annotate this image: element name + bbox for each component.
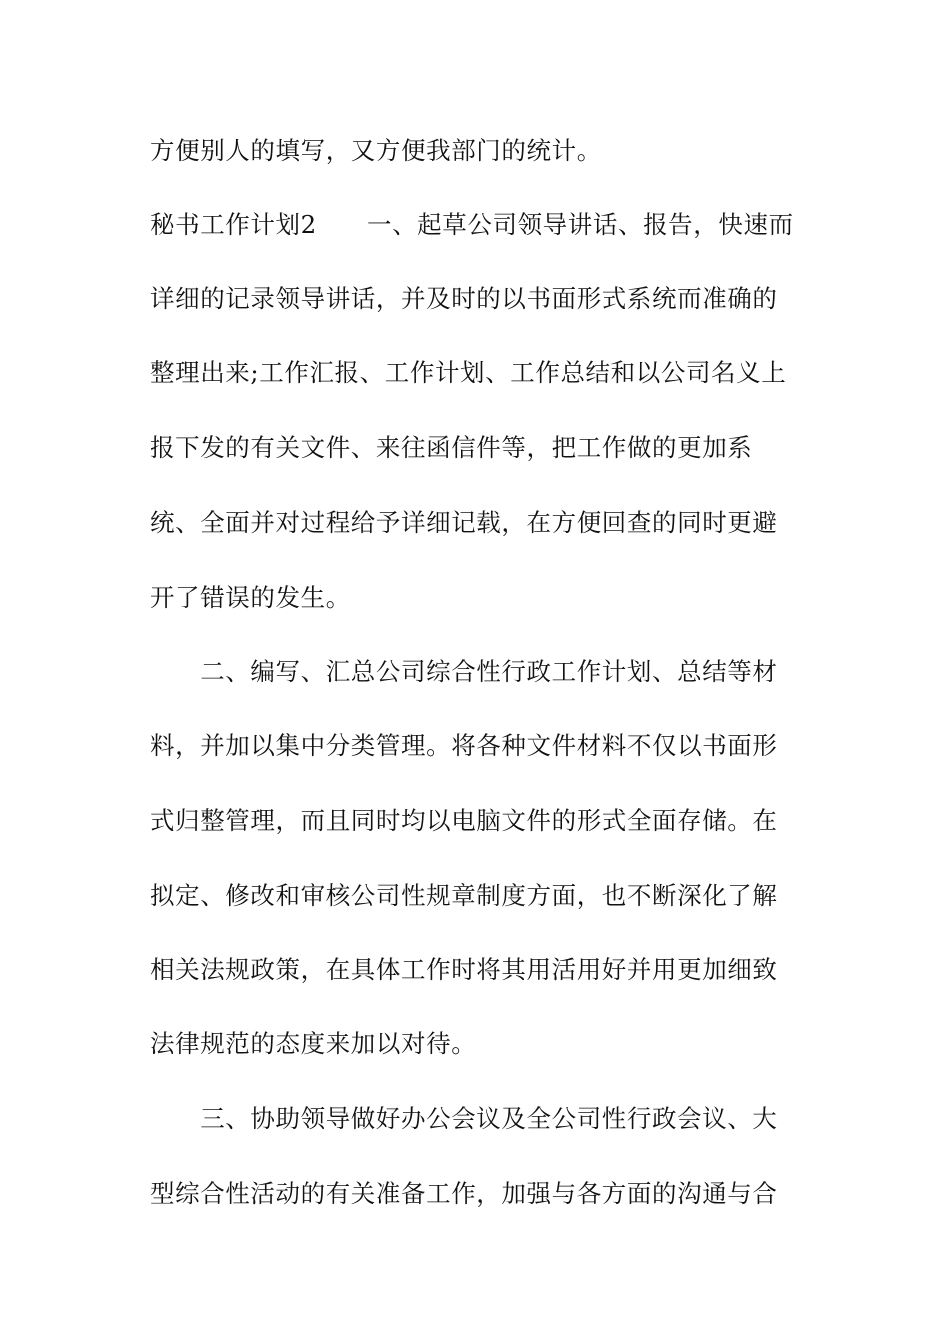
text-line: 报下发的有关文件、来往函信件等，把工作做的更加系 [150, 433, 753, 462]
text-line: 二、编写、汇总公司综合性行政工作计划、总结等材 [150, 657, 778, 686]
text-line: 三、协助领导做好办公会议及全公司性行政会议、大 [150, 1104, 778, 1133]
text-line: 详细的记录领导讲话，并及时的以书面形式系统而准确的 [150, 284, 778, 313]
text-line: 型综合性活动的有关准备工作，加强与各方面的沟通与合 [150, 1179, 778, 1208]
text-line: 方便别人的填写，又方便我部门的统计。 [150, 136, 602, 165]
text-line: 相关法规政策，在具体工作时将其用活用好并用更加细致 [150, 955, 778, 984]
text-line: 整理出来;工作汇报、工作计划、工作总结和以公司名义上 [150, 358, 787, 387]
text-line: 秘书工作计划2 一、起草公司领导讲话、报告，快速而 [150, 210, 794, 239]
text-line: 法律规范的态度来加以对待。 [150, 1029, 477, 1058]
text-line: 开了错误的发生。 [150, 583, 351, 612]
text-line: 料，并加以集中分类管理。将各种文件材料不仅以书面形 [150, 731, 778, 760]
text-line: 拟定、修改和审核公司性规章制度方面，也不断深化了解 [150, 881, 778, 910]
text-line: 统、全面并对过程给予详细记载，在方便回查的同时更避 [150, 508, 778, 537]
text-line: 式归整管理，而且同时均以电脑文件的形式全面存储。在 [150, 806, 778, 835]
